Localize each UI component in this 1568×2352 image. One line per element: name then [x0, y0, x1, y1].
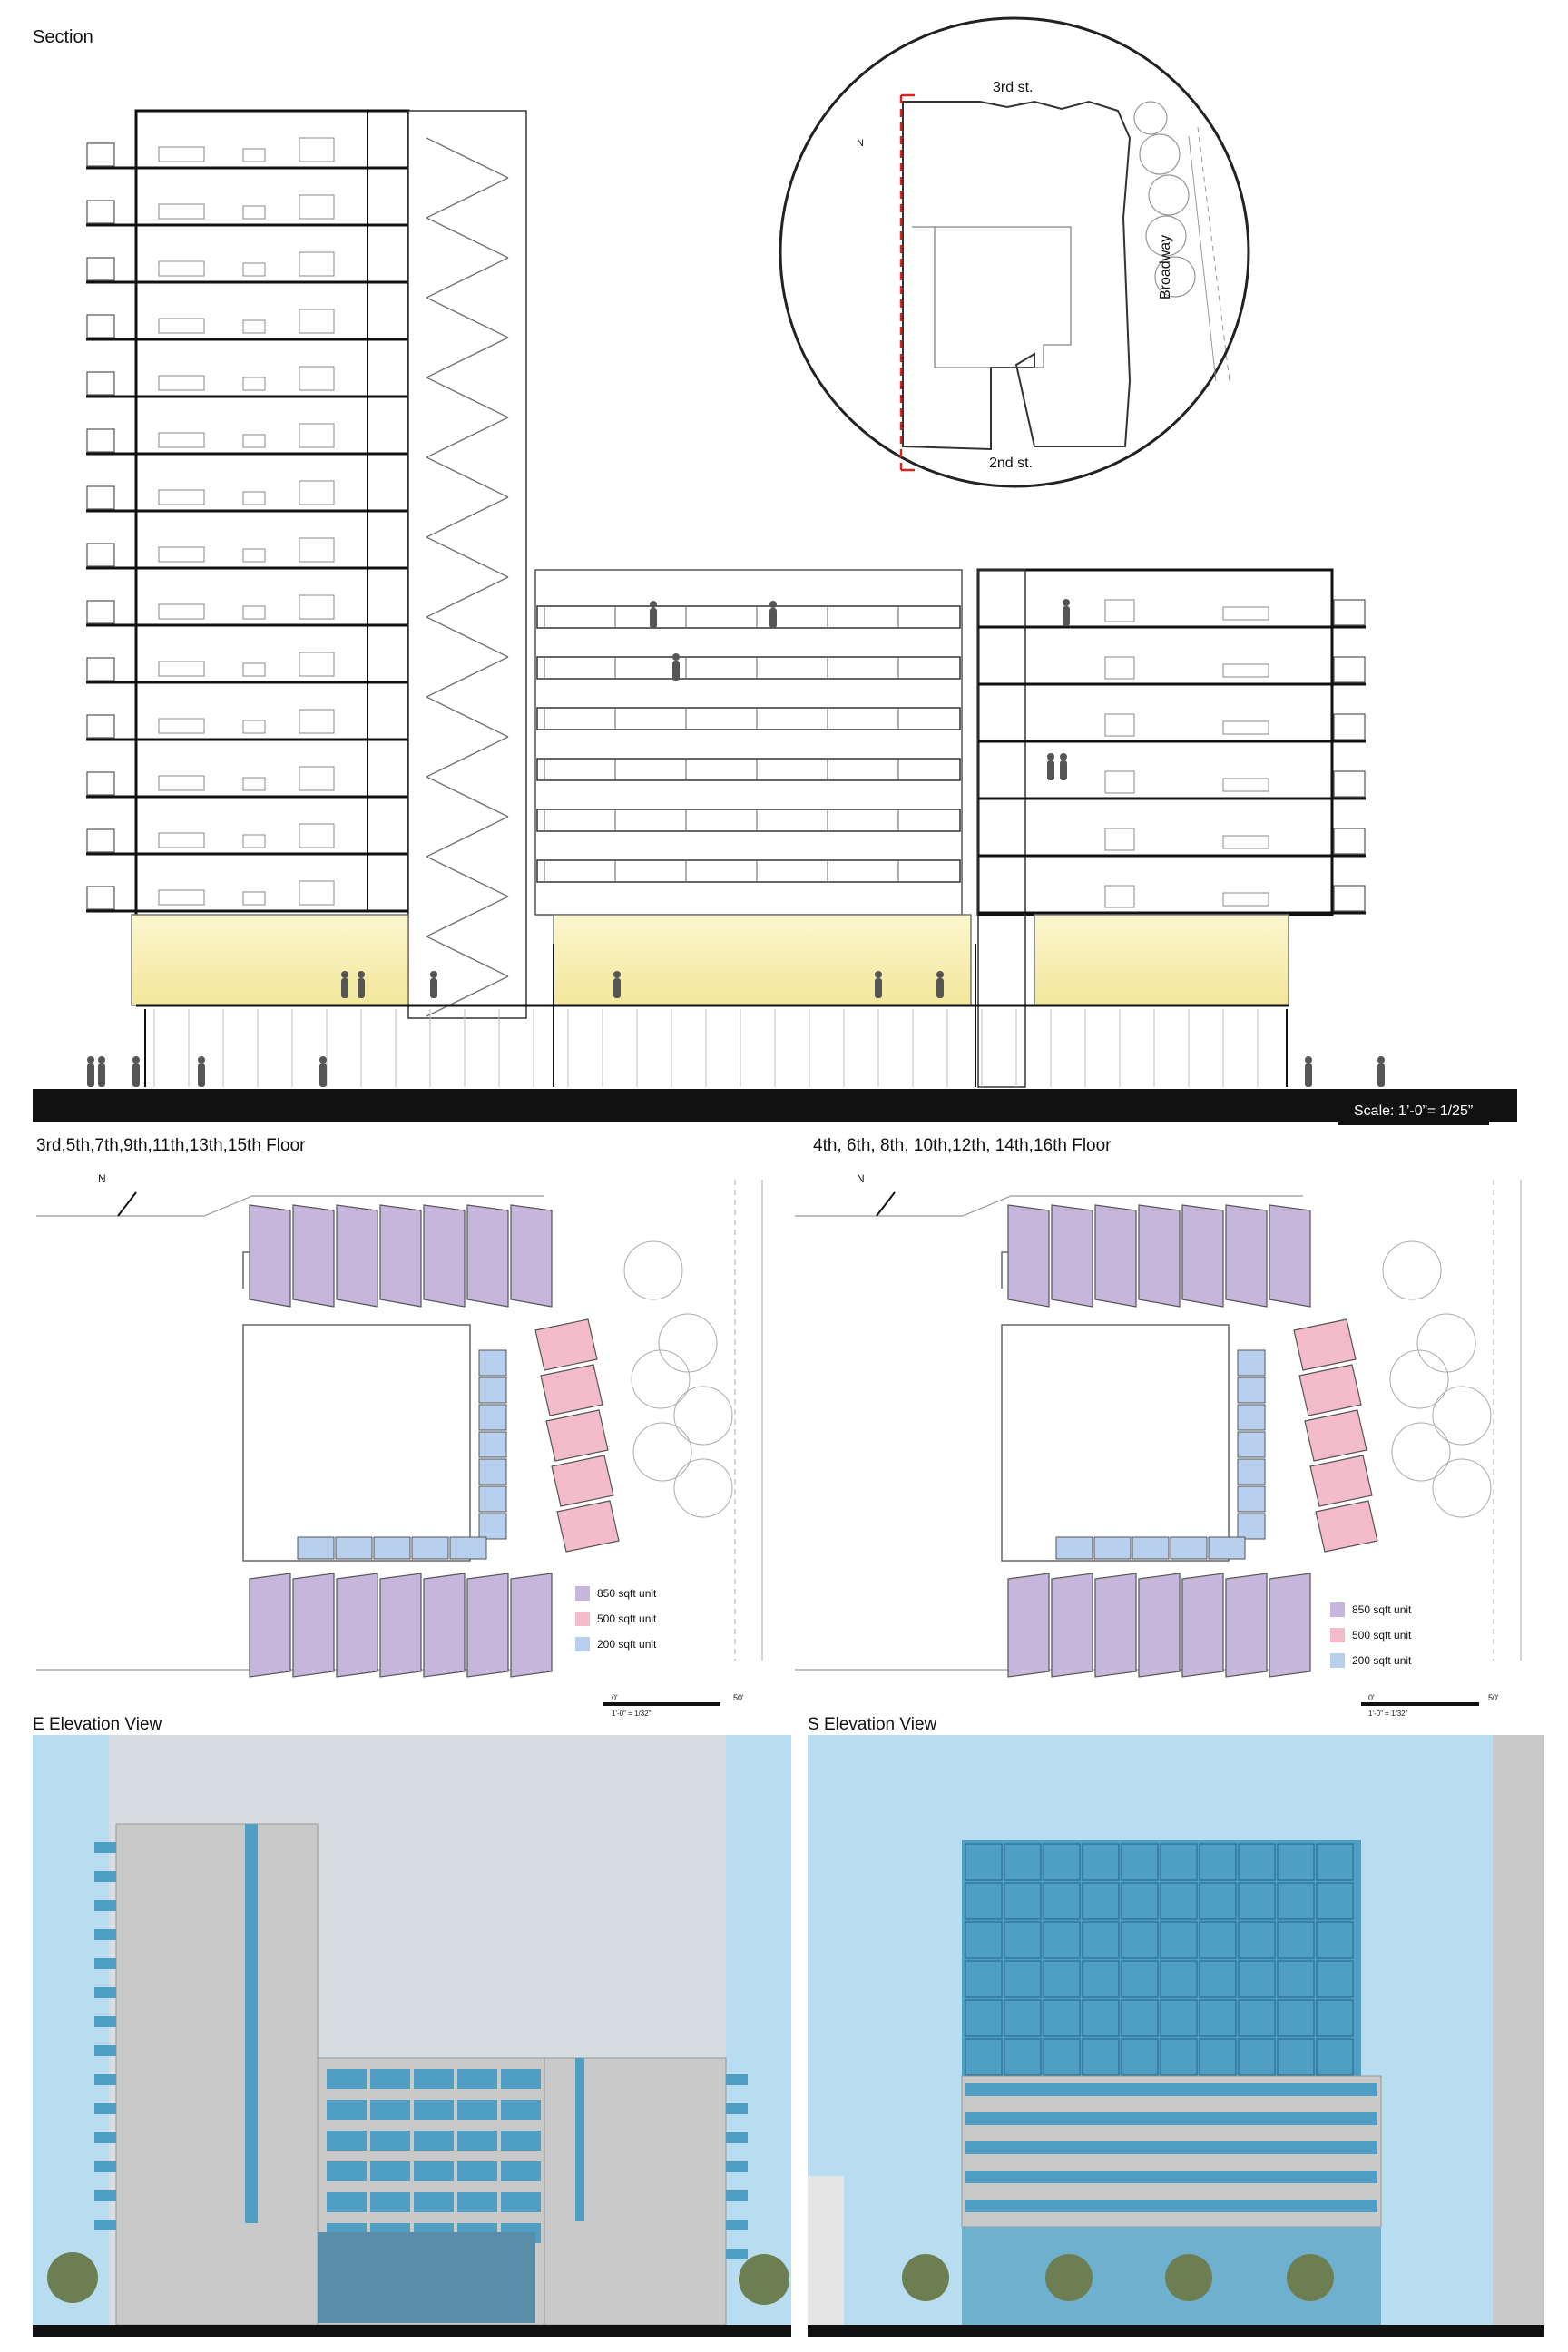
legend-label: 500 sqft unit — [597, 1612, 657, 1625]
mid-window — [414, 2161, 454, 2181]
east-elevation — [33, 1735, 791, 2337]
balcony — [726, 2190, 748, 2201]
mid-window — [457, 2100, 497, 2120]
balcony — [726, 2074, 748, 2085]
mid-window — [370, 2161, 410, 2181]
balcony — [94, 1958, 116, 1969]
balcony — [94, 1871, 116, 1882]
balcony — [94, 1900, 116, 1911]
street-label-east: Broadway — [1158, 234, 1173, 299]
balcony — [94, 2103, 116, 2114]
balcony — [94, 2132, 116, 2143]
mid-window — [327, 2192, 367, 2212]
mid-window — [457, 2069, 497, 2089]
mid-window — [501, 2161, 541, 2181]
balcony — [94, 2161, 116, 2172]
mid-window — [414, 2069, 454, 2089]
street-label-south: 2nd st. — [989, 456, 1034, 471]
elevation-east-title: E Elevation View — [33, 1715, 162, 1734]
plan-right-scale-end: 50' — [1488, 1693, 1499, 1702]
glass-strip — [245, 1824, 258, 2223]
plan-right-scale-ratio: 1'-0" = 1/32" — [1368, 1710, 1408, 1718]
podium-band — [965, 2141, 1377, 2154]
plan-left-scale-start: 0' — [612, 1693, 618, 1702]
tree — [47, 2252, 98, 2303]
mid-window — [501, 2069, 541, 2089]
section-title: Section — [33, 27, 93, 47]
mid-window — [370, 2192, 410, 2212]
inset-compass-label: N — [857, 138, 864, 149]
plan-left-scale-end: 50' — [733, 1693, 744, 1702]
mid-window — [327, 2069, 367, 2089]
legend-label: 200 sqft unit — [597, 1638, 657, 1651]
neighbor-building — [1493, 1735, 1544, 2325]
balcony — [726, 2103, 748, 2114]
balcony — [726, 2161, 748, 2172]
balcony — [94, 1842, 116, 1853]
glass-strip — [575, 2058, 584, 2221]
mid-window — [414, 2192, 454, 2212]
mid-window — [370, 2069, 410, 2089]
podium-band — [965, 2200, 1377, 2212]
balcony — [94, 2190, 116, 2201]
balcony — [94, 1929, 116, 1940]
legend-label: 200 sqft unit — [1352, 1654, 1412, 1667]
mid-window — [327, 2161, 367, 2181]
tree — [902, 2254, 949, 2301]
tree — [739, 2254, 789, 2305]
mid-window — [457, 2192, 497, 2212]
legend-label: 850 sqft unit — [597, 1587, 657, 1600]
street-label-north: 3rd st. — [993, 80, 1034, 95]
tower-mass — [116, 1824, 318, 2325]
neighbor-building — [808, 2176, 844, 2325]
legend-label: 500 sqft unit — [1352, 1629, 1412, 1642]
mid-window — [501, 2100, 541, 2120]
south-elevation — [808, 1735, 1544, 2337]
mid-window — [414, 2131, 454, 2151]
mid-window — [327, 2131, 367, 2151]
plan-left-scale-ratio: 1'-0" = 1/32" — [612, 1710, 652, 1718]
mid-window — [457, 2131, 497, 2151]
plan-right-compass: N — [857, 1172, 865, 1185]
mid-window — [414, 2100, 454, 2120]
plan-left-compass: N — [98, 1172, 106, 1185]
plan-left-title: 3rd,5th,7th,9th,11th,13th,15th Floor — [36, 1136, 306, 1155]
balcony — [726, 2220, 748, 2230]
podium-band — [965, 2112, 1377, 2125]
elevation-south-title: S Elevation View — [808, 1715, 937, 1734]
mid-window — [501, 2131, 541, 2151]
balcony — [94, 2045, 116, 2056]
legend-label: 850 sqft unit — [1352, 1603, 1412, 1616]
balcony — [94, 2074, 116, 2085]
tree — [1287, 2254, 1334, 2301]
tree — [1165, 2254, 1212, 2301]
plan-right-title: 4th, 6th, 8th, 10th,12th, 14th,16th Floor — [813, 1136, 1112, 1155]
ground-line — [808, 2325, 1544, 2337]
mid-window — [501, 2192, 541, 2212]
mid-window — [370, 2131, 410, 2151]
balcony — [94, 2220, 116, 2230]
section-scale-label: Scale: 1’-0”= 1/25” — [1338, 1098, 1489, 1125]
balcony — [726, 2132, 748, 2143]
mid-window — [327, 2100, 367, 2120]
podium-band — [965, 2171, 1377, 2183]
right-mass — [544, 2058, 726, 2325]
lobby-glass — [318, 2232, 535, 2323]
balcony — [94, 2016, 116, 2027]
podium-band — [965, 2083, 1377, 2096]
balcony — [94, 1987, 116, 1998]
balcony — [726, 2249, 748, 2259]
ground-line — [33, 2325, 791, 2337]
plan-right-scale-start: 0' — [1368, 1693, 1375, 1702]
tree — [1045, 2254, 1093, 2301]
mid-window — [457, 2161, 497, 2181]
mid-window — [370, 2100, 410, 2120]
